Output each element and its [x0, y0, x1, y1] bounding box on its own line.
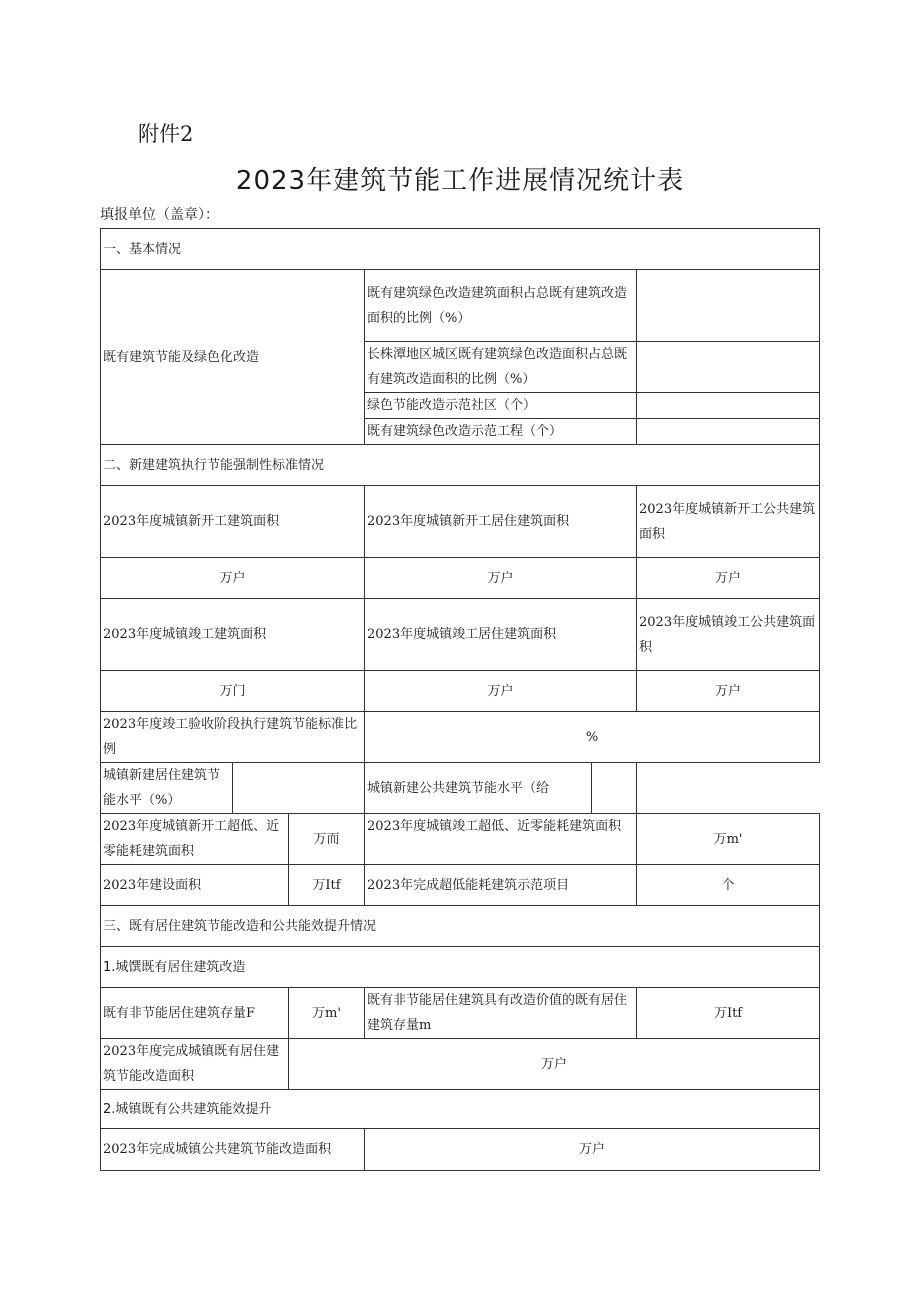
value-cell[interactable]: [637, 342, 820, 393]
row-label: 2023年度城镇新开工居住建筑面积: [365, 486, 637, 558]
value-cell[interactable]: [637, 270, 820, 342]
row-label: 2023年度城镇竣工居住建筑面积: [365, 599, 637, 671]
unit-cell[interactable]: 万Itf: [637, 988, 820, 1039]
unit-cell[interactable]: 万门: [101, 671, 365, 712]
unit-cell[interactable]: 万而: [289, 814, 365, 865]
subsection-title: 1.城馔既有居住建筑改造: [101, 947, 820, 988]
row-label: 2023年度城镇竣工建筑面积: [101, 599, 365, 671]
unit-cell[interactable]: 万户: [365, 671, 637, 712]
unit-cell[interactable]: 万m': [289, 988, 365, 1039]
table-row: [101, 599, 820, 671]
row-label: 2023年度城镇竣工公共建筑面积: [637, 599, 820, 671]
section-title: 三、既有居住建筑节能改造和公共能效提升情况: [101, 906, 820, 947]
section-title: 一、基本情况: [101, 229, 820, 270]
unit-cell[interactable]: 万户: [637, 671, 820, 712]
section-basic-header: [101, 229, 820, 270]
unit-cell[interactable]: 万Itf: [289, 865, 365, 906]
blank-cell: [637, 763, 820, 814]
attachment-label: 附件2: [138, 122, 194, 146]
subsection-residential-header: [101, 947, 820, 988]
table-row: [101, 712, 820, 763]
reporting-unit-label: 填报单位（盖章）：: [100, 207, 219, 223]
subsection-public-header: [101, 1090, 820, 1129]
value-cell[interactable]: [233, 763, 365, 814]
row-label: 既有非节能居住建筑具有改造价值的既有居住建筑存量m: [365, 988, 637, 1039]
row-label: 2023年度城镇竣工超低、近零能耗建筑面积: [365, 814, 637, 865]
unit-cell[interactable]: 万户: [101, 558, 365, 599]
unit-cell[interactable]: 万户: [289, 1039, 820, 1090]
value-cell[interactable]: [637, 419, 820, 445]
row-label: 2023年度城镇新开工超低、近零能耗建筑面积: [101, 814, 289, 865]
row-label: 既有建筑绿色改造建筑面积占总既有建筑改造面积的比例（%）: [365, 270, 637, 342]
row-label: 2023年度城镇新开工建筑面积: [101, 486, 365, 558]
unit-cell[interactable]: 万户: [365, 1129, 820, 1171]
row-label: 既有非节能居住建筑存量F: [101, 988, 289, 1039]
row-label: 既有建筑绿色改造示范工程（个）: [365, 419, 637, 445]
table-row: [101, 865, 820, 906]
table-row: [101, 1039, 820, 1090]
table-row: [101, 270, 820, 342]
row-label: 2023年度竣工验收阶段执行建筑节能标准比例: [101, 712, 365, 763]
row-label: 城镇新建居住建筑节能水平（%）: [101, 763, 233, 814]
row-label: 长株潭地区城区既有建筑绿色改造面积占总既有建筑改造面积的比例（%）: [365, 342, 637, 393]
unit-cell[interactable]: 个: [637, 865, 820, 906]
table-row: [101, 558, 820, 599]
section-new-buildings-header: [101, 445, 820, 486]
table-row: [101, 988, 820, 1039]
section-existing-buildings-header: [101, 906, 820, 947]
unit-cell[interactable]: %: [365, 712, 820, 763]
table-row: [101, 671, 820, 712]
table-row: [101, 763, 820, 814]
table-row: [101, 486, 820, 558]
table-row: [101, 814, 820, 865]
row-label: 2023年建设面积: [101, 865, 289, 906]
row-label: 2023年完成城镇公共建筑节能改造面积: [101, 1129, 365, 1171]
table-row: [101, 1129, 820, 1171]
statistics-table: [100, 228, 820, 1171]
row-label: 2023年完成超低能耗建筑示范项目: [365, 865, 637, 906]
page-title: 2023年建筑节能工作进展情况统计表: [235, 166, 685, 196]
row-label: 绿色节能改造示范社区（个）: [365, 393, 637, 419]
unit-cell[interactable]: 万户: [637, 558, 820, 599]
row-label: 城镇新建公共建筑节能水平（给: [365, 763, 592, 814]
retrofit-label: 既有建筑节能及绿色化改造: [101, 270, 365, 445]
subsection-title: 2.城镇既有公共建筑能效提升: [101, 1090, 820, 1129]
unit-cell[interactable]: 万户: [365, 558, 637, 599]
row-label: 2023年度城镇新开工公共建筑面积: [637, 486, 820, 558]
value-cell[interactable]: [637, 393, 820, 419]
row-label: 2023年度完成城镇既有居住建筑节能改造面积: [101, 1039, 289, 1090]
section-title: 二、新建建筑执行节能强制性标准情况: [101, 445, 820, 486]
value-cell[interactable]: [592, 763, 637, 814]
unit-cell[interactable]: 万m': [637, 814, 820, 865]
